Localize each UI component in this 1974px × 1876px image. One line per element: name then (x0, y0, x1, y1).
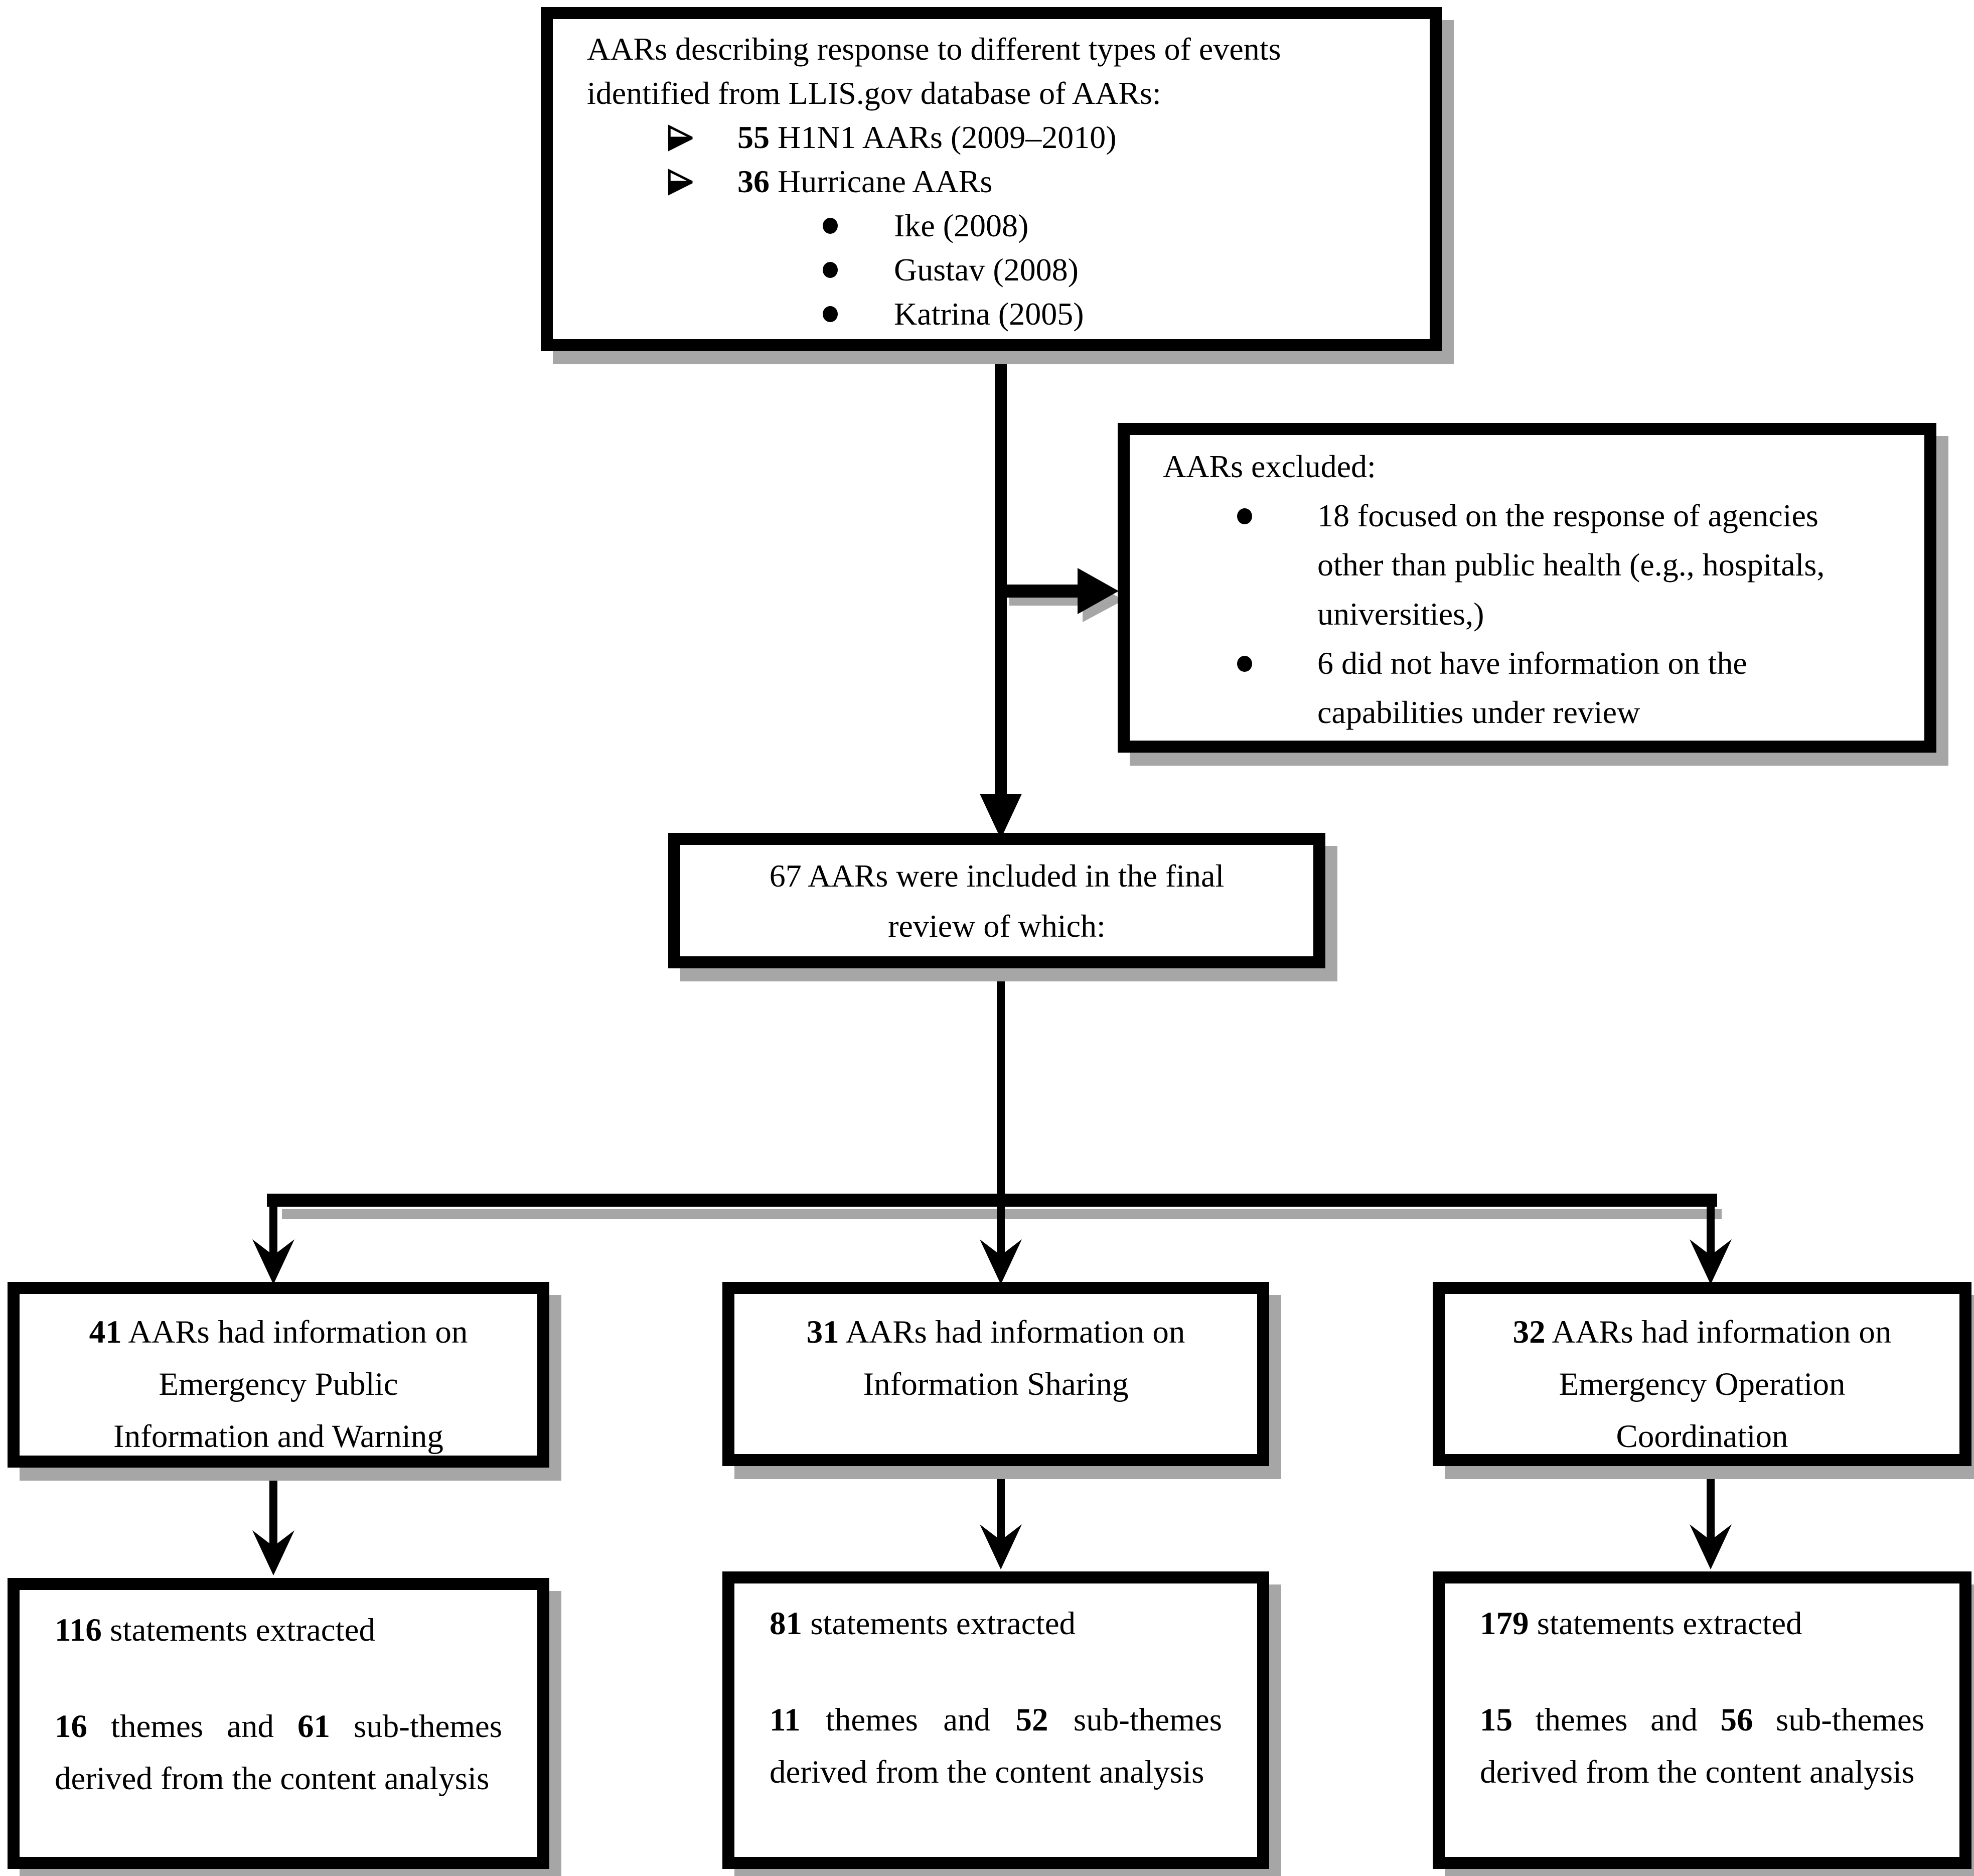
list-item-label: Gustav (2008) (894, 252, 1079, 287)
category-box-emergency-public-information (8, 1282, 549, 1468)
dot-bullet-icon (823, 262, 838, 278)
category-line: Information Sharing (863, 1366, 1129, 1402)
source-line: identified from LLIS.gov database of AARs: (587, 75, 1161, 111)
arrow-bullet-icon (667, 169, 694, 196)
statements-line: 116 statements extracted (55, 1612, 375, 1648)
list-item-label: 55 H1N1 AARs (2009–2010) (737, 119, 1117, 155)
category-line: Information and Warning (113, 1418, 443, 1455)
category-line: Coordination (1616, 1418, 1788, 1455)
dot-bullet-icon (1237, 508, 1252, 524)
excluded-title: AARs excluded: (1163, 449, 1376, 484)
list-item-label: Katrina (2005) (894, 296, 1084, 332)
stats-box-emergency-operation-coordination (1433, 1571, 1971, 1869)
dot-bullet-icon (823, 306, 838, 322)
themes-line: 15 themes and 56 sub-themes derived from the content analysis (1480, 1702, 1924, 1790)
excluded-box (1118, 423, 1936, 753)
source-line: AARs describing response to different types of events (587, 31, 1281, 67)
statements-line: 179 statements extracted (1480, 1606, 1802, 1642)
category-box-emergency-operation-coordination (1433, 1282, 1971, 1466)
arrow-bullet-icon (667, 124, 694, 152)
included-line: 67 AARs were included in the final (769, 858, 1225, 894)
category-line: 31 AARs had information on (806, 1314, 1185, 1350)
themes-line: 11 themes and 52 sub-themes derived from the content analysis (770, 1702, 1222, 1790)
list-item-label: 36 Hurricane AARs (737, 164, 993, 199)
list-item (1163, 491, 1909, 639)
source-box (541, 7, 1442, 351)
list-item (1163, 639, 1909, 737)
list-item (587, 292, 1410, 336)
dot-bullet-icon (1237, 656, 1252, 672)
category-box-information-sharing (722, 1282, 1269, 1466)
list-item-label: 6 did not have information on the capabilities under review (1317, 645, 1747, 730)
category-line: 41 AARs had information on (89, 1314, 468, 1350)
included-box (668, 833, 1325, 968)
list-item (587, 160, 1410, 204)
list-item (587, 204, 1410, 248)
themes-line: 16 themes and 61 sub-themes derived from the content analysis (55, 1708, 502, 1797)
list-item (587, 248, 1410, 292)
category-line: Emergency Public (159, 1366, 398, 1402)
statements-line: 81 statements extracted (770, 1606, 1076, 1642)
arrowhead-into-included (980, 794, 1022, 839)
list-item (587, 115, 1410, 160)
category-line: 32 AARs had information on (1512, 1314, 1892, 1350)
stats-box-emergency-public-information (8, 1578, 549, 1869)
category-line: Emergency Operation (1559, 1366, 1846, 1402)
stats-box-information-sharing (722, 1571, 1269, 1869)
list-item-label: 18 focused on the response of agencies other than public health (e.g., hospitals, universities,) (1317, 498, 1825, 632)
list-item-label: Ike (2008) (894, 208, 1029, 243)
included-line: review of which: (888, 908, 1106, 944)
dot-bullet-icon (823, 218, 838, 234)
